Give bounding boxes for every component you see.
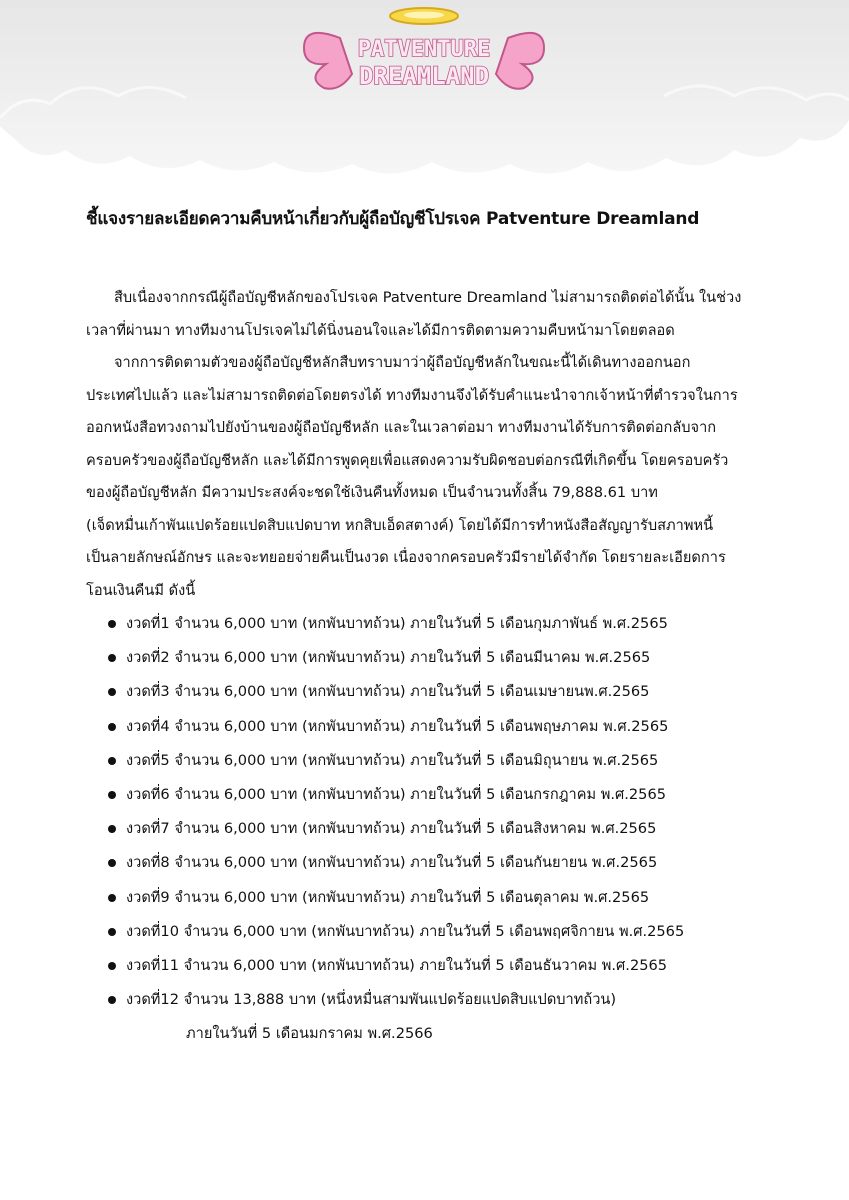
installment-text: งวดที่6 จำนวน 6,000 บาท (หกพันบาทถ้วน) ภายในวันที่ 5 เดือนกรกฎาคม พ.ศ.2565 <box>126 786 667 804</box>
installment-item <box>86 983 786 1051</box>
installment-text: งวดที่12 จำนวน 13,888 บาท (หนึ่งหมื่นสามพันแปดร้อยแปดสิบแปดบาทถ้วน) <box>126 991 617 1009</box>
installment-item <box>86 675 786 709</box>
paragraph-line: สืบเนื่องจากกรณีผู้ถือบัญชีหลักของโปรเจค Patventure Dreamland ไม่สามารถติดต่อได้นั้น ในช่วง <box>114 289 742 306</box>
paragraph-line: เป็นลายลักษณ์อักษร และจะทยอยจ่ายคืนเป็นงวด เนื่องจากครอบครัวมีรายได้จำกัด โดยรายละเอียดการ <box>86 549 726 566</box>
paragraph-line: ครอบครัวของผู้ถือบัญชีหลัก และได้มีการพูดคุยเพื่อแสดงความรับผิดชอบต่อกรณีที่เกิดขึ้น โดยครอบครัว <box>86 451 729 469</box>
bullet-icon <box>108 825 116 833</box>
installment-text: งวดที่11 จำนวน 6,000 บาท (หกพันบาทถ้วน) ภายในวันที่ 5 เดือนธันวาคม พ.ศ.2565 <box>126 957 668 975</box>
paragraph-line: จากการติดตามตัวของผู้ถือบัญชีหลักสืบทราบมาว่าผู้ถือบัญชีหลักในขณะนี้ได้เดินทางออกนอก <box>114 354 691 371</box>
bullet-icon <box>108 791 116 799</box>
logo-title-line2: DREAMLAND <box>358 62 490 90</box>
installment-text: งวดที่2 จำนวน 6,000 บาท (หกพันบาทถ้วน) ภายในวันที่ 5 เดือนมีนาคม พ.ศ.2565 <box>126 649 651 667</box>
installment-item <box>86 915 786 949</box>
installment-text: งวดที่1 จำนวน 6,000 บาท (หกพันบาทถ้วน) ภายในวันที่ 5 เดือนกุมภาพันธ์ พ.ศ.2565 <box>126 615 668 632</box>
installment-text: งวดที่5 จำนวน 6,000 บาท (หกพันบาทถ้วน) ภายในวันที่ 5 เดือนมิถุนายน พ.ศ.2565 <box>126 751 659 769</box>
logo-wing-right <box>496 33 544 89</box>
paragraph-line: ประเทศไปแล้ว และไม่สามารถติดต่อโดยตรงได้ ทางทีมงานจึงได้รับคำแนะนำจากเจ้าหน้าที่ตำรวจในการ <box>86 386 738 404</box>
logo-title-line1: PATVENTURE <box>357 37 491 62</box>
bullet-icon <box>108 620 116 628</box>
patventure-dreamland-logo <box>296 4 552 96</box>
installment-item <box>86 812 786 846</box>
bullet-icon <box>108 962 116 970</box>
installment-item <box>86 710 786 744</box>
installment-item <box>86 846 786 880</box>
bullet-icon <box>108 996 116 1004</box>
bullet-icon <box>108 688 116 696</box>
paragraph-line: ของผู้ถือบัญชีหลัก มีความประสงค์จะชดใช้เงินคืนทั้งหมด เป็นจำนวนทั้งสิ้น 79,888.61 บาท <box>86 484 658 501</box>
bullet-icon <box>108 757 116 765</box>
installment-item <box>86 641 786 675</box>
bullet-icon <box>108 859 116 867</box>
bullet-icon <box>108 654 116 662</box>
details-paragraph <box>86 347 786 607</box>
installment-continuation: ภายในวันที่ 5 เดือนมกราคม พ.ศ.2566 <box>186 1025 433 1043</box>
intro-paragraph <box>86 282 786 347</box>
installment-item <box>86 744 786 778</box>
installment-item <box>86 778 786 812</box>
logo-wing-left <box>304 33 352 89</box>
paragraph-line: เวลาที่ผ่านมา ทางทีมงานโปรเจคไม่ได้นิ่งนอนใจและได้มีการติดตามความคืบหน้ามาโดยตลอด <box>86 321 675 339</box>
installment-list <box>86 607 786 1052</box>
installment-text: งวดที่10 จำนวน 6,000 บาท (หกพันบาทถ้วน) ภายในวันที่ 5 เดือนพฤศจิกายน พ.ศ.2565 <box>126 922 685 940</box>
installment-item <box>86 607 786 641</box>
bullet-icon <box>108 928 116 936</box>
installment-text: งวดที่4 จำนวน 6,000 บาท (หกพันบาทถ้วน) ภายในวันที่ 5 เดือนพฤษภาคม พ.ศ.2565 <box>126 717 669 735</box>
installment-text: งวดที่7 จำนวน 6,000 บาท (หกพันบาทถ้วน) ภายในวันที่ 5 เดือนสิงหาคม พ.ศ.2565 <box>126 820 657 838</box>
bullet-icon <box>108 894 116 902</box>
document-title: ชี้แจงรายละเอียดความคืบหน้าเกี่ยวกับผู้ถือบัญชีโปรเจค Patventure Dreamland <box>86 209 700 229</box>
installment-text: งวดที่9 จำนวน 6,000 บาท (หกพันบาทถ้วน) ภายในวันที่ 5 เดือนตุลาคม พ.ศ.2565 <box>126 888 650 906</box>
installment-text: งวดที่8 จำนวน 6,000 บาท (หกพันบาทถ้วน) ภายในวันที่ 5 เดือนกันยายน พ.ศ.2565 <box>126 854 658 872</box>
paragraph-line: โอนเงินคืนมี ดังนี้ <box>86 581 196 599</box>
paragraph-line: (เจ็ดหมื่นเก้าพันแปดร้อยแปดสิบแปดบาท หกสิบเอ็ดสตางค์) โดยได้มีการทำหนังสือสัญญารับสภาพหนี้ <box>86 516 714 534</box>
installment-text: งวดที่3 จำนวน 6,000 บาท (หกพันบาทถ้วน) ภายในวันที่ 5 เดือนเมษายนพ.ศ.2565 <box>126 683 650 701</box>
installment-item <box>86 881 786 915</box>
installment-item <box>86 949 786 983</box>
bullet-icon <box>108 723 116 731</box>
paragraph-line: ออกหนังสือทวงถามไปยังบ้านของผู้ถือบัญชีหลัก และในเวลาต่อมา ทางทีมงานได้รับการติดต่อกลับจาก <box>86 419 717 436</box>
document-body <box>86 282 786 1052</box>
